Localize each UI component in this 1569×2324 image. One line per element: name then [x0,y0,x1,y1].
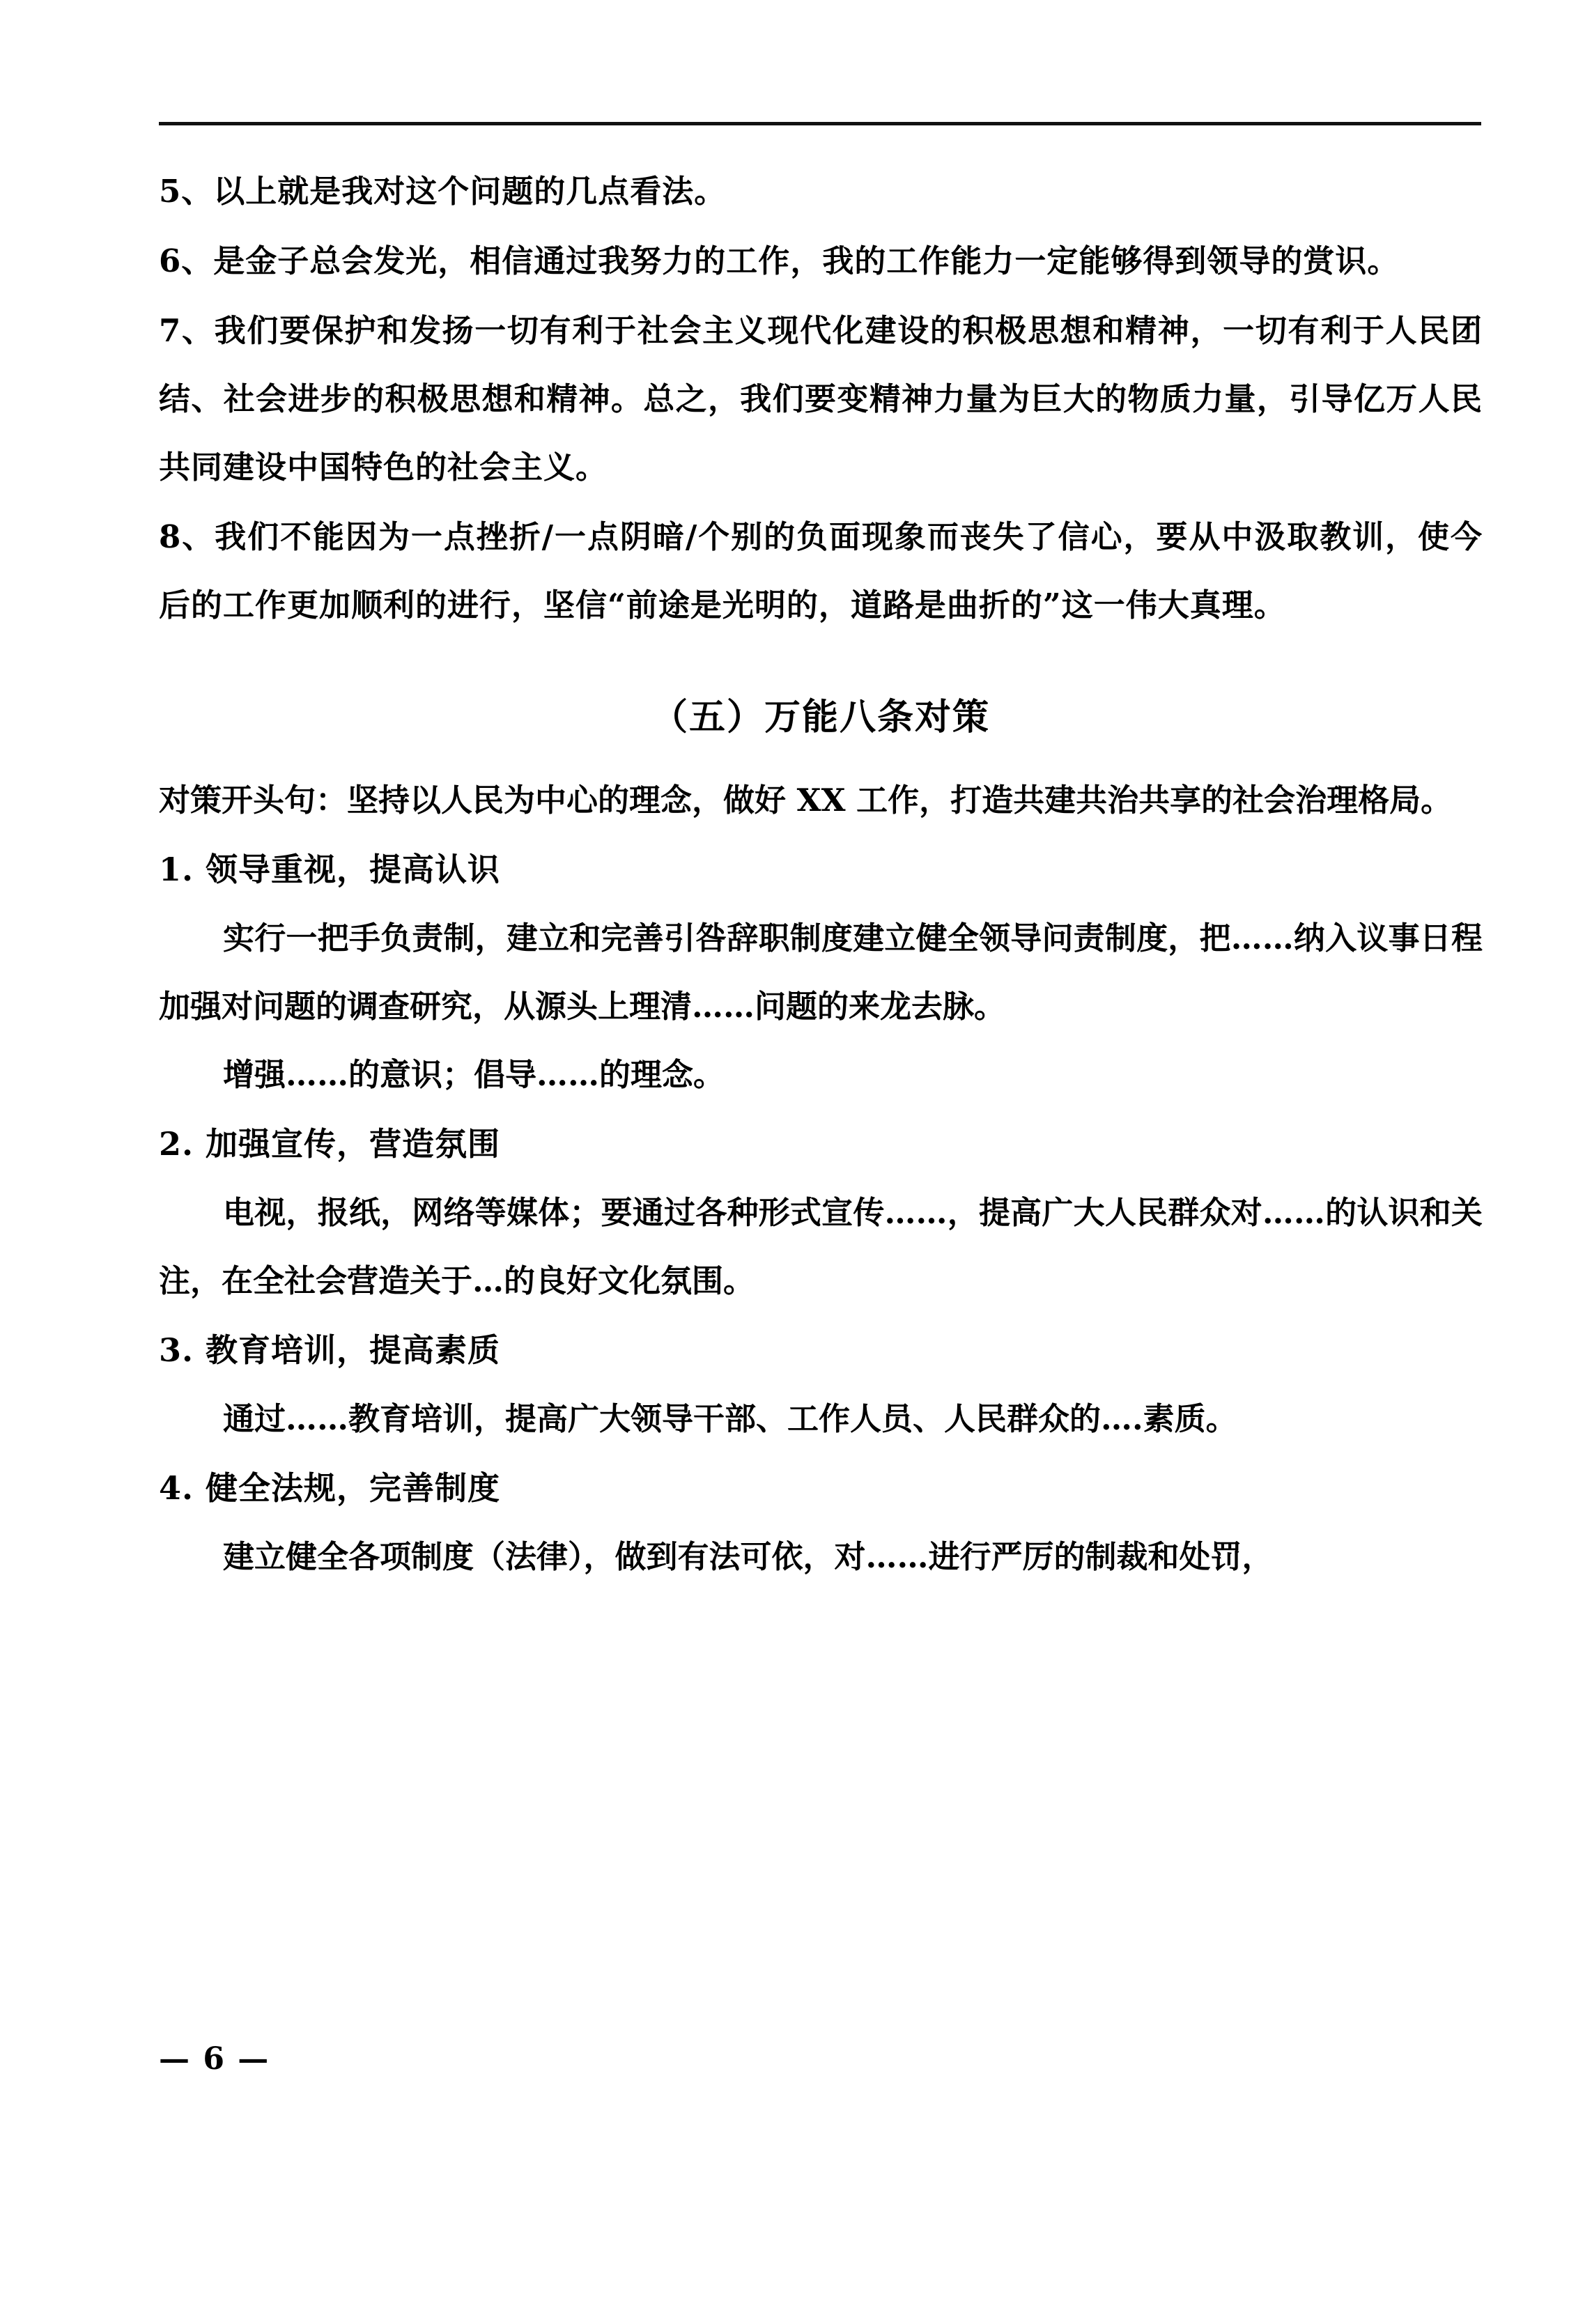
subsection-3-paragraph-1: 通过……教育培训，提高广大领导干部、工作人员、人民群众的….素质。 [223,1400,1237,1437]
lead-paragraph [159,766,1483,835]
subsection-4-paragraph-1: 建立健全各项制度（法律），做到有法可依，对……进行严厉的制裁和处罚， [223,1538,1274,1575]
subsection-heading-1: 1. 领导重视，提高认识 [159,851,501,888]
subsection-heading-3: 3. 教育培训，提高素质 [159,1331,501,1369]
section-title: （五）万能八条对策 [651,696,990,738]
page-number: — 6 — [159,2041,270,2077]
numbered-item-6: 6、是金子总会发光，相信通过我努力的工作，我的工作能力一定能够得到领导的赏识。 [159,242,1400,279]
page-footer [159,2041,1483,2077]
subsection-heading-4: 4. 健全法规，完善制度 [159,1469,501,1507]
page-content [159,122,1483,1591]
numbered-item-7: 7、我们要保护和发扬一切有利于社会主义现代化建设的积极思想和精神，一切有利于人民团结、社会进步的积极思想和精神。总之，我们要变精神力量为巨大的物质力量，引导亿万人民共同建设中国特色的社会主义。 [159,312,1483,486]
subsection-2-paragraph-1: 电视，报纸，网络等媒体；要通过各种形式宣传……，提高广大人民群众对……的认识和关注，在全社会营造关于…的良好文化氛围。 [159,1194,1483,1299]
subsection-heading-2: 2. 加强宣传，营造氛围 [159,1125,501,1163]
lead-text: 坚持以人民为中心的理念，做好 XX 工作，打造共建共治共享的社会治理格局。 [347,782,1453,819]
lead-label: 对策开头句： [159,782,348,819]
subsection-1-paragraph-2: 增强……的意识；倡导……的理念。 [223,1056,725,1093]
header-rule [159,122,1481,125]
subsection-1-paragraph-1: 实行一把手负责制，建立和完善引咎辞职制度建立健全领导问责制度，把……纳入议事日程加强对问题的调查研究，从源头上理清……问题的来龙去脉。 [159,920,1483,1025]
numbered-item-8: 8、我们不能因为一点挫折/一点阴暗/个别的负面现象而丧失了信心，要从中汲取教训，使今后的工作更加顺利的进行，坚信“前途是光明的，道路是曲折的”这一伟大真理。 [159,518,1483,623]
numbered-item-5: 5、以上就是我对这个问题的几点看法。 [159,173,727,210]
